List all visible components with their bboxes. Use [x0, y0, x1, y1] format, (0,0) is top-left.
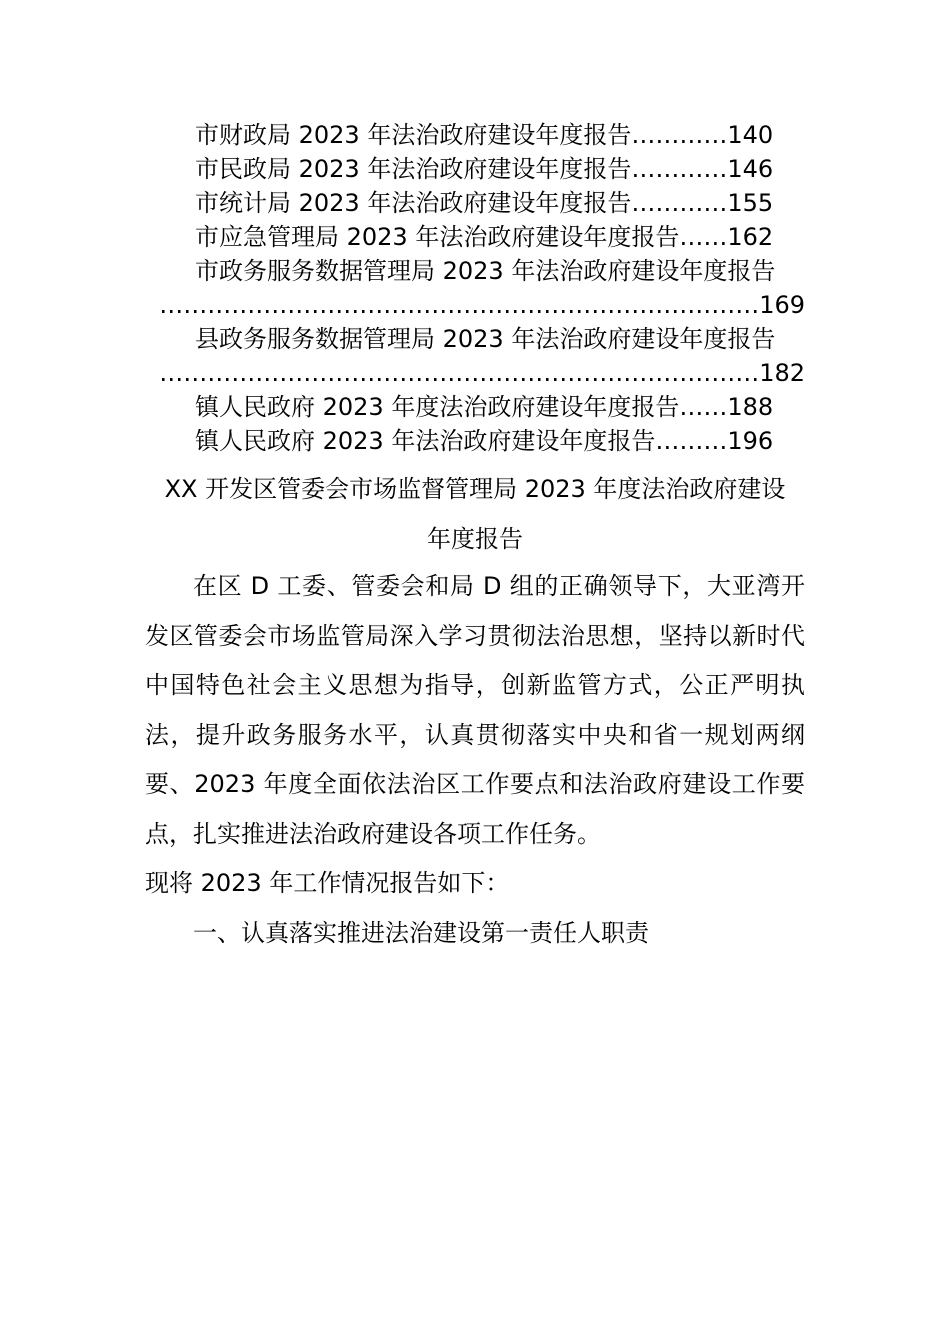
toc-entry-statistics-bureau[interactable]: 市统计局 2023 年法治政府建设年度报告…………155 — [195, 189, 774, 217]
toc-entry-county-data-bureau-page[interactable]: …………………………………………………………………182 — [159, 359, 805, 387]
toc-entry-county-data-bureau[interactable]: 县政务服务数据管理局 2023 年法治政府建设年度报告 — [195, 325, 776, 353]
document-title-line1: XX 开发区管委会市场监督管理局 2023 年度法治政府建设 — [164, 475, 786, 503]
toc-entry-city-data-bureau-page[interactable]: …………………………………………………………………169 — [159, 291, 805, 319]
document-title-line2: 年度报告 — [427, 525, 523, 553]
toc-entry-city-data-bureau[interactable]: 市政务服务数据管理局 2023 年法治政府建设年度报告 — [195, 257, 776, 285]
report-lead-paragraph: 现将 2023 年工作情况报告如下： — [145, 869, 510, 897]
table-of-contents — [145, 118, 805, 458]
document-body — [145, 562, 805, 958]
toc-entry-town-government[interactable]: 镇人民政府 2023 年法治政府建设年度报告………196 — [195, 427, 774, 455]
intro-paragraph: 在区 D 工委、管委会和局 D 组的正确领导下，大亚湾开发区管委会市场监管局深入学习贯彻法治思想，坚持以新时代中国特色社会主义思想为指导，创新监管方式，公正严明执法，提升政务服务水平，认真贯彻落实中央和省一规划两纲要、2023 年度全面依法治区工作要点和法治政府建设工作要点，扎实推进法治政府建设各项工作任务。 — [145, 572, 805, 848]
section-heading: 一、认真落实推进法治建设第一责任人职责 — [193, 918, 649, 947]
toc-entry-finance-bureau[interactable]: 市财政局 2023 年法治政府建设年度报告…………140 — [195, 121, 774, 149]
toc-entry-town-government-annual[interactable]: 镇人民政府 2023 年度法治政府建设年度报告……188 — [195, 393, 774, 421]
document-title — [145, 464, 805, 564]
toc-entry-emergency-management-bureau[interactable]: 市应急管理局 2023 年法治政府建设年度报告……162 — [195, 223, 774, 251]
toc-entry-civil-affairs-bureau[interactable]: 市民政局 2023 年法治政府建设年度报告…………146 — [195, 155, 774, 183]
